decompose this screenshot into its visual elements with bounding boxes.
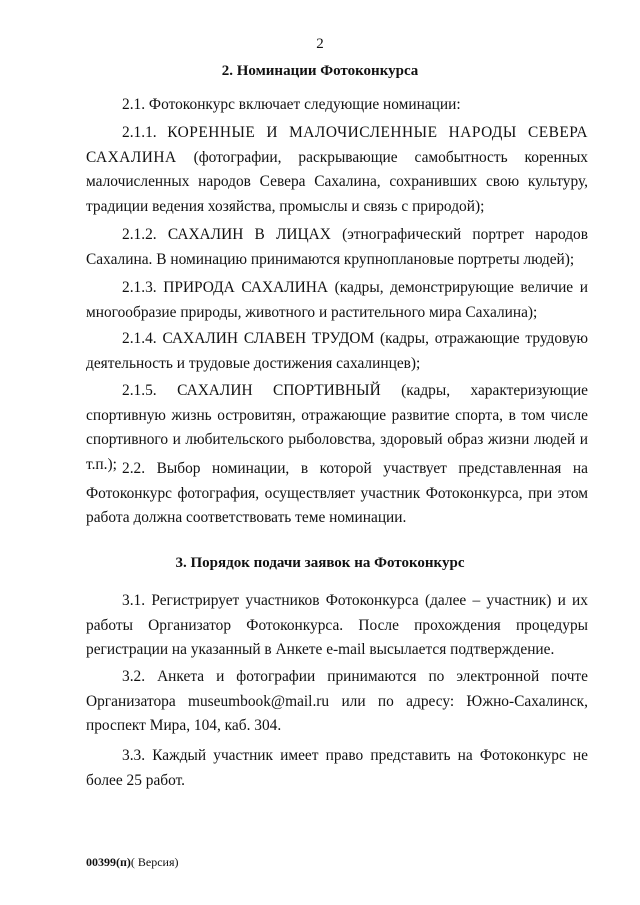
nomination-description: (кадры, отражающие трудовую деятельность и трудовые достижения сахалинцев); [86, 330, 589, 372]
nomination-description: (фотографии, раскрывающие самобытность коренных малочисленных народов Севера Сахалина, сохранивших свою культуру, традиции ведения хозяйства, промыслы и связь с природой); [86, 148, 588, 215]
nomination-2-1-1 [86, 121, 588, 219]
nomination-number: 2.1.5. [122, 382, 157, 399]
nomination-title: КОРЕННЫЕ И МАЛОЧИСЛЕННЫЕ НАРОДЫ СЕВЕРА САХАЛИНА [86, 124, 588, 166]
document-code: 00399(п) [86, 855, 131, 869]
nomination-number: 2.1.4. [122, 330, 157, 347]
nomination-number: 2.1.3. [122, 279, 157, 296]
paragraph-3-1: 3.1. Регистрирует участников Фотоконкурса (далее – участник) и их работы Организатор Фотоконкурса. После прохождения процедуры регистрации на указанный в Анкете e-mail высылается подтверждение. [86, 592, 588, 659]
nomination-number: 2.1.2. [122, 226, 157, 243]
nomination-description: (этнографический портрет народов Сахалина. В номинацию принимаются крупноплановые портреты людей); [86, 226, 588, 268]
nomination-title: САХАЛИН СПОРТИВНЫЙ [177, 382, 381, 399]
nomination-2-1-4 [86, 327, 588, 376]
paragraph-2-1: 2.1. Фотоконкурс включает следующие номинации: [122, 96, 461, 113]
nomination-description: (кадры, демонстрирующие величие и многообразие природы, животного и растительного мира Сахалина); [86, 279, 588, 321]
page-number: 2 [316, 36, 324, 52]
nomination-title: САХАЛИН СЛАВЕН ТРУДОМ [162, 330, 375, 347]
paragraph-3-3: 3.3. Каждый участник имеет право представить на Фотоконкурс не более 25 работ. [86, 747, 588, 789]
nomination-title: САХАЛИН В ЛИЦАХ [167, 226, 331, 243]
nomination-description: (кадры, характеризующие спортивную жизнь островитян, отражающие развитие спорта, в том числе спортивного и любительского рыболовства, здоровый образ жизни людей и т.п.); [86, 382, 588, 473]
document-version: ( Версия) [130, 855, 179, 869]
document-footer [86, 855, 179, 870]
paragraph-3-2: 3.2. Анкета и фотографии принимаются по электронной почте Организатора museumbook@mail.ru или по адресу: Южно-Сахалинск, проспект Мира, 104, каб. 304. [86, 668, 588, 735]
nomination-number: 2.1.1. [122, 124, 157, 141]
section-2-heading: 2. Номинации Фотоконкурса [221, 63, 419, 79]
nomination-2-1-2 [86, 223, 588, 272]
nomination-2-1-3 [86, 276, 588, 325]
paragraph-2-2: 2.2. Выбор номинации, в которой участвует представленная на Фотоконкурс фотография, осуществляет участник Фотоконкурса, при этом работа должна соответствовать теме номинации. [86, 460, 588, 527]
nomination-title: ПРИРОДА САХАЛИНА [163, 279, 329, 296]
section-3-heading: 3. Порядок подачи заявок на Фотоконкурс [175, 555, 465, 571]
